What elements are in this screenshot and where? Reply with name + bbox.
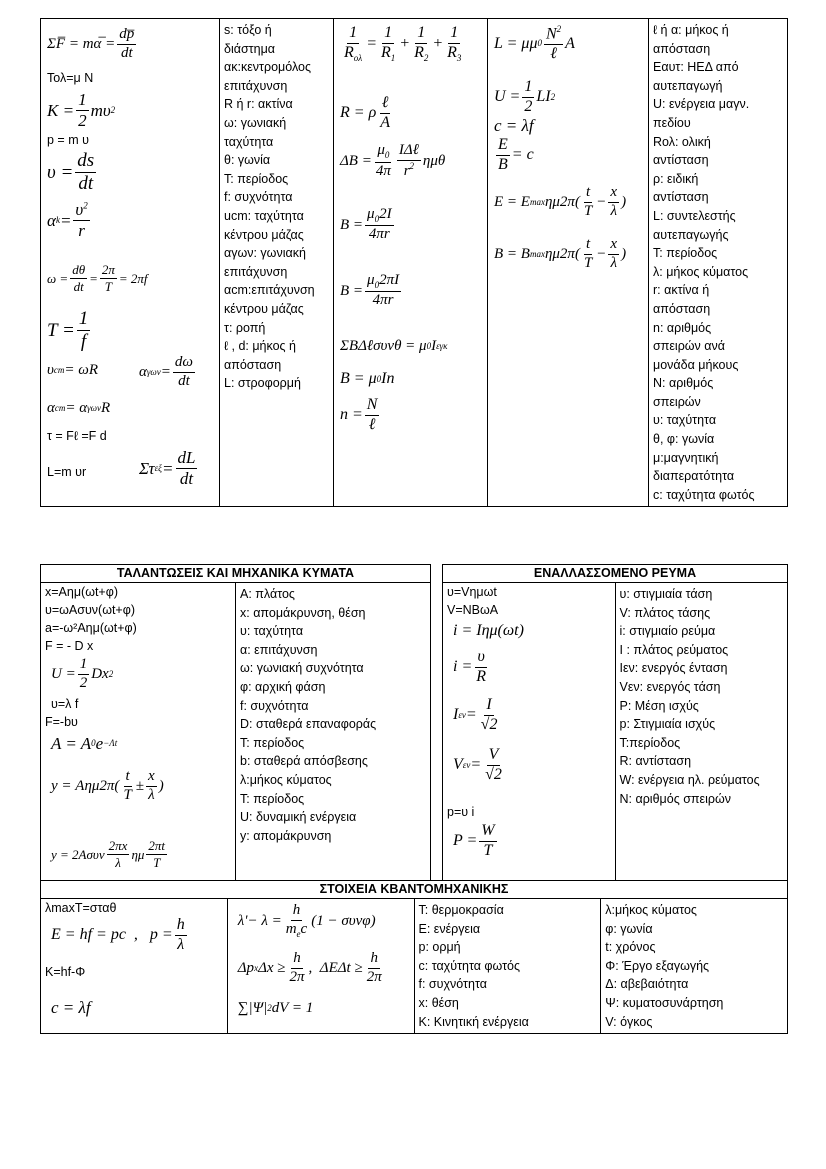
formula-wave-equation: y = Αημ2π( $\frac{t}{T}$ ± $\frac{x}{\lambda}$ )	[51, 768, 164, 803]
oscillations-formulas-cell	[41, 583, 236, 881]
formula-field-loop: B = $\frac{\mu_02\pi I}{4\pi r}$	[340, 272, 400, 309]
formula-momentum: p = m υ	[47, 133, 89, 147]
formula-magnetic-energy: U = $\frac{1}{2}$ LI 2	[494, 78, 556, 115]
formula-torque-sum: Στ εξ = $\frac{dL}{dt}$	[139, 448, 196, 488]
formula-wave-speed: c = λf	[494, 116, 534, 135]
formula-velocity-shm: υ=ωΑσυν(ωt+φ)	[45, 603, 135, 617]
quantum-legend-1-cell	[414, 899, 601, 1034]
mechanics-legend-text: s: τόξο ή διάστημα ακ:κεντρομόλος επιτάχυνση R ή r: ακτίνα ω: γωνιακή ταχύτητα θ: γωνία T: περίοδος f: συχνότητα ucm: ταχύτητα κέντρου μάζας αγων: γωνιακή επιτάχυνση αcm:επιτάχυνση κέντρου μάζας τ: ροπή ℓ , d: μήκος ή απόσταση L: στροφορμή	[224, 23, 315, 391]
formula-instant-current: i = Iημ(ωt)	[453, 622, 524, 639]
mechanics-legend-cell	[220, 19, 334, 507]
formula-instant-power: p=υ i	[447, 805, 475, 819]
ac-formulas-cell	[443, 583, 616, 881]
oscillations-table	[40, 564, 431, 881]
formula-alpha-angular: α γων = $\frac{d\omega}{dt}$	[139, 354, 193, 389]
formula-normal: Τολ=μ Ν	[47, 71, 94, 85]
formula-acceleration-shm: a=-ω²Αημ(ωt+φ)	[45, 621, 137, 635]
quantum-legend-1-text: T: θερμοκρασία E: ενέργεια p: ορμή c: ταχύτητα φωτός f: συχνότητα x: θέση K: Κινητική ενέργεια	[418, 903, 529, 1029]
formula-biot-savart: ΔB = $\frac{\mu_0}{4\pi}$ $\frac{\text{IΔℓ}}{r^2}$ ημθ	[340, 142, 446, 179]
ac-current-header: ΕΝΑΛΛΑΣΣΟΜΕΝΟ ΡΕΥΜΑ	[443, 565, 788, 583]
formula-potential-energy: U = $\frac{1}{2}$ Dx 2	[51, 656, 114, 691]
formula-mean-power: P = $\frac{W}{T}$	[453, 822, 495, 859]
formula-damping-force: F=-bυ	[45, 715, 78, 729]
formula-v-rms: V εν = $\frac{V}{√2}$	[453, 746, 502, 783]
formula-ampere: ΣBΔℓσυνθ = μ 0 I εγκ	[340, 338, 448, 354]
mechanics-electromagnetism-table	[40, 18, 788, 507]
formula-damping-amplitude: A = A 0 e −Λt	[51, 734, 118, 753]
formula-centripetal: α k = $\frac{\upsilon^2}{r}$	[47, 200, 88, 240]
formula-velocity: υ = $\frac{ds}{dt}$	[47, 150, 95, 194]
electromagnetism-legend-text: ℓ ή α: μήκος ή απόσταση Εαυτ: ΗΕΔ από αυτεπαγωγή U: ενέργεια μαγν. πεδίου Rολ: ολική αντίσταση ρ: ειδική αντίσταση L: συντελεστής αυτεπαγωγής T: περίοδος λ: μήκος κύματος r: ακτίνα ή απόσταση n: αριθμός σπειρών ανά μονάδα μήκους N: αριθμός σπειρών υ: ταχύτητα θ, φ: γωνία μ:μαγνητική διαπερατότητα c: ταχύτητα φωτός	[653, 23, 755, 502]
formula-displacement: x=Αημ(ωt+φ)	[45, 585, 119, 599]
quantum-table	[40, 880, 788, 1034]
oscillations-legend-text: A: πλάτος x: απομάκρυνση, θέση υ: ταχύτητα α: επιτάχυνση ω: γωνιακή συχνότητα φ: αρχική φάση f: συχνότητα D: σταθερά επαναφοράς T: περίοδος b: σταθερά απόσβεσης λ:μήκος κύματος T: περίοδος U: δυναμική ενέργεια y: απομάκρυνση	[240, 587, 377, 843]
formula-period: T = $\frac{1}{f}$	[47, 308, 89, 352]
formula-newton: ΣF̅ = mα̅ = $\frac{dp̅}{dt}$	[47, 26, 135, 61]
formula-e-over-b: $\frac{E}{B}$ = c	[498, 136, 534, 173]
ac-legend-text: υ: στιγμιαία τάση V: πλάτος τάσης i: στιγμιαίο ρεύμα I : πλάτος ρεύματος Iεν: ενεργός ένταση Vεν: ενεργός τάση P: Μέση ισχύς p: Στιγμιαία ισχύς T:περίοδος R: αντίσταση W: ενέργεια ηλ. ρεύματος N: αριθμός σπειρών	[619, 587, 760, 806]
formula-resistors-parallel: $\frac{1}{R_{o\lambda}}$ = $\frac{1}{R_1}$ + $\frac{1}{R_2}$ + $\frac{1}{R_3}$	[344, 24, 462, 63]
formula-b-wave: B = B max ημ2π( $\frac{t}{T}$ − $\frac{x}{\lambda}$ )	[494, 236, 627, 271]
formula-compton: λ'− λ = $\frac{h}{m_ec}$ (1 − συνφ)	[237, 902, 376, 939]
formula-photoelectric: K=hf-Φ	[45, 965, 86, 979]
quantum-header: ΣΤΟΙΧΕΙΑ ΚΒΑΝΤΟΜΗΧΑΝΙΚΗΣ	[41, 881, 788, 899]
formula-wave-velocity: υ=λ f	[51, 697, 79, 711]
formula-solenoid: B = μ 0 In	[340, 370, 395, 387]
formula-instant-voltage: υ=Vημωt	[447, 585, 497, 599]
formula-vcm: υ cm = ωR	[47, 362, 99, 378]
induction-formulas-cell	[488, 19, 649, 507]
formula-c-lambda: c = λf	[51, 998, 91, 1017]
formula-field-wire: B = $\frac{\mu_02I}{4\pi r}$	[340, 206, 392, 243]
formula-torque: τ = Fℓ =F d	[47, 429, 107, 443]
quantum-legend-2-cell	[601, 899, 788, 1034]
formula-resistivity: R = ρ $\frac{\text{ℓ}}{A}$	[340, 94, 391, 131]
quantum-formulas-left-cell	[41, 899, 228, 1034]
mechanics-formulas-cell	[41, 19, 220, 507]
quantum-formulas-right-cell	[227, 899, 414, 1034]
oscillations-header: ΤΑΛΑΝΤΩΣΕΙΣ ΚΑΙ ΜΗΧΑΝΙΚΑ ΚΥΜΑΤΑ	[41, 565, 431, 583]
formula-inductance: L = μμ 0 $\frac{N^2}{\text{ℓ}}$ A	[494, 24, 575, 63]
formula-i-rms: I εν = $\frac{I}{√2}$	[453, 696, 498, 733]
formula-angmom: L=m υr	[47, 465, 87, 479]
formula-angular: ω = $\frac{d\theta}{dt}$ = $\frac{2\pi}{T}$ = 2πf	[47, 262, 148, 294]
ac-legend-cell	[615, 583, 788, 881]
formula-turns-density: n = $\frac{N}{\text{ℓ}}$	[340, 396, 378, 433]
electricity-formulas-cell	[334, 19, 488, 507]
ac-current-table	[442, 564, 788, 881]
oscillations-legend-cell	[236, 583, 431, 881]
quantum-legend-2-text: λ:μήκος κύματος φ: γωνία t: χρόνος Φ: Έργο εξαγωγής Δ: αβεβαιότητα Ψ: κυματοσυνάρτηση V: όγκος	[605, 903, 724, 1029]
formula-e-wave: E = E max ημ2π( $\frac{t}{T}$ − $\frac{x}{\lambda}$ )	[494, 184, 627, 219]
formula-standing-wave: y = 2Ασυν $\frac{2\pi x}{\lambda}$ ημ $\frac{2\pi t}{T}$	[51, 838, 166, 870]
formula-restoring-force: F = - D x	[45, 639, 94, 653]
formula-uncertainty: Δp x Δx ≥ $\frac{h}{2\pi}$ , ΔEΔt ≥ $\frac{h}{2\pi}$	[237, 950, 382, 985]
formula-voltage-amplitude: V=NBωA	[447, 603, 499, 617]
formula-ohm: i = $\frac{\upsilon}{R}$	[453, 648, 487, 685]
formula-photon-energy: E = hf = pc , p = $\frac{h}{\lambda}$	[51, 916, 185, 953]
formula-acm: α cm = α γων R	[47, 400, 111, 416]
formula-kinetic: K = $\frac{1}{2}$ mυ 2	[47, 90, 116, 130]
electromagnetism-legend-cell	[649, 19, 788, 507]
formula-normalization: ∑|Ψ| 2 dV = 1	[237, 1000, 314, 1016]
formula-wien: λmaxT=σταθ	[45, 901, 117, 915]
